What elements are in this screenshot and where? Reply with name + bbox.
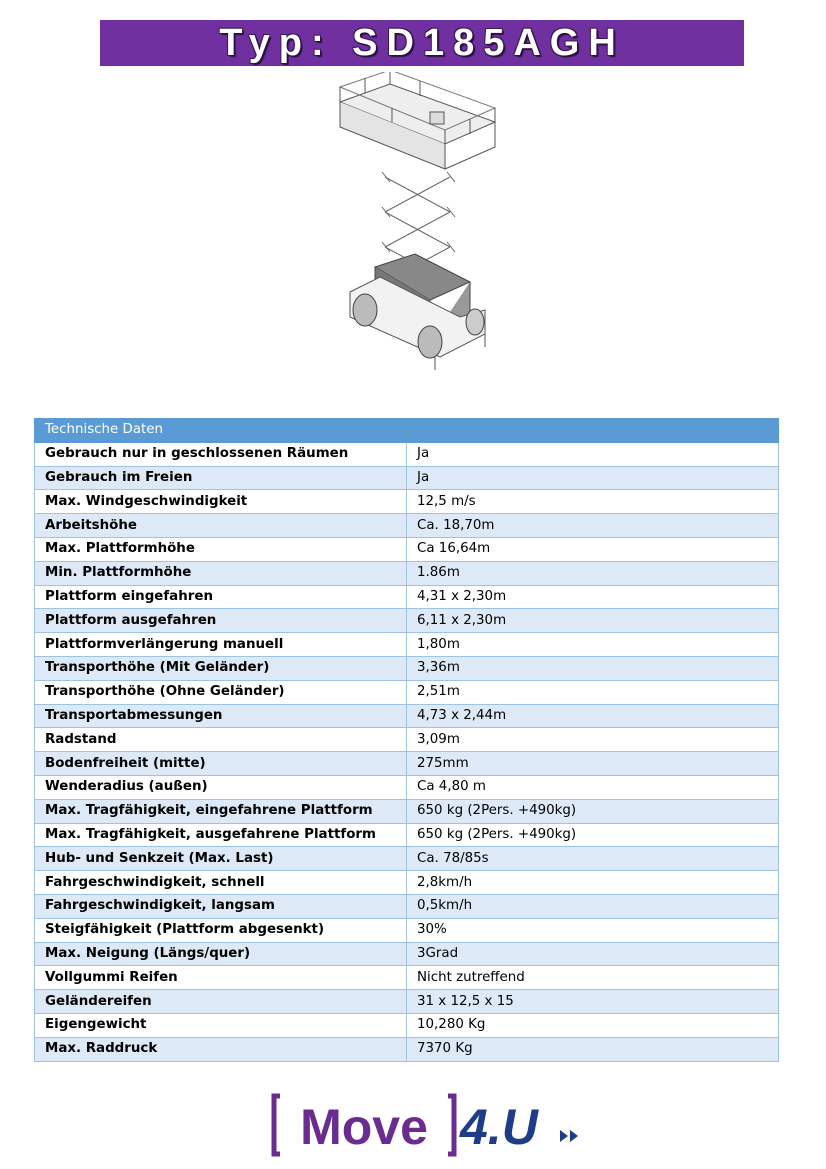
table-row — [35, 823, 779, 847]
spec-value: Nicht zutreffend — [407, 966, 779, 990]
spec-value: 10,280 Kg — [407, 1013, 779, 1037]
table-row — [35, 537, 779, 561]
spec-label: Max. Neigung (Längs/quer) — [35, 942, 407, 966]
spec-value: 3,36m — [407, 656, 779, 680]
spec-value: 6,11 x 2,30m — [407, 609, 779, 633]
spec-label: Plattformverlängerung manuell — [35, 633, 407, 657]
spec-value: 12,5 m/s — [407, 490, 779, 514]
spec-value: 3,09m — [407, 728, 779, 752]
spec-label: Eigengewicht — [35, 1013, 407, 1037]
spec-label: Fahrgeschwindigkeit, schnell — [35, 871, 407, 895]
table-row — [35, 466, 779, 490]
spec-value: 4,31 x 2,30m — [407, 585, 779, 609]
spec-value: 4,73 x 2,44m — [407, 704, 779, 728]
spec-value: Ca 4,80 m — [407, 775, 779, 799]
spec-value: 3Grad — [407, 942, 779, 966]
spec-label: Fahrgeschwindigkeit, langsam — [35, 894, 407, 918]
table-header-value — [407, 419, 779, 443]
spec-value: 31 x 12,5 x 15 — [407, 990, 779, 1014]
spec-value: Ca. 18,70m — [407, 514, 779, 538]
table-row — [35, 894, 779, 918]
spec-value: 2,51m — [407, 680, 779, 704]
chassis — [350, 254, 485, 370]
spec-value: 30% — [407, 918, 779, 942]
spec-value: 0,5km/h — [407, 894, 779, 918]
spec-value: 650 kg (2Pers. +490kg) — [407, 823, 779, 847]
spec-value: 1.86m — [407, 561, 779, 585]
spec-label: Gebrauch im Freien — [35, 466, 407, 490]
spec-value: 650 kg (2Pers. +490kg) — [407, 799, 779, 823]
page-title: Typ: SD185AGH — [219, 21, 625, 64]
spec-value: 7370 Kg — [407, 1037, 779, 1061]
table-row — [35, 490, 779, 514]
scissor-lift-drawing — [320, 72, 520, 372]
spec-value: Ja — [407, 442, 779, 466]
table-row — [35, 1013, 779, 1037]
move4u-logo — [270, 1090, 590, 1160]
table-row — [35, 847, 779, 871]
table-row — [35, 633, 779, 657]
technical-data-table — [34, 418, 779, 1062]
table-row — [35, 942, 779, 966]
spec-label: Transportabmessungen — [35, 704, 407, 728]
table-row — [35, 442, 779, 466]
spec-label: Arbeitshöhe — [35, 514, 407, 538]
spec-label: Max. Raddruck — [35, 1037, 407, 1061]
logo-text-move: Move — [300, 1099, 428, 1155]
platform-rail — [340, 72, 495, 169]
table-row — [35, 966, 779, 990]
spec-label: Hub- und Senkzeit (Max. Last) — [35, 847, 407, 871]
table-row — [35, 775, 779, 799]
spec-label: Geländereifen — [35, 990, 407, 1014]
table-header-label: Technische Daten — [35, 419, 407, 443]
spec-label: Max. Tragfähigkeit, eingefahrene Plattform — [35, 799, 407, 823]
spec-label: Max. Plattformhöhe — [35, 537, 407, 561]
spec-label: Plattform eingefahren — [35, 585, 407, 609]
table-header-row — [35, 419, 779, 443]
spec-label: Radstand — [35, 728, 407, 752]
table-row — [35, 990, 779, 1014]
spec-value: Ca 16,64m — [407, 537, 779, 561]
spec-label: Transporthöhe (Mit Geländer) — [35, 656, 407, 680]
spec-label: Transporthöhe (Ohne Geländer) — [35, 680, 407, 704]
table-row — [35, 918, 779, 942]
spec-label: Vollgummi Reifen — [35, 966, 407, 990]
title-banner — [100, 20, 744, 66]
spec-label: Wenderadius (außen) — [35, 775, 407, 799]
table-row — [35, 609, 779, 633]
spec-value: Ja — [407, 466, 779, 490]
table-row — [35, 585, 779, 609]
spec-value: 1,80m — [407, 633, 779, 657]
spec-value: 2,8km/h — [407, 871, 779, 895]
logo-text-4u: 4.U — [460, 1099, 538, 1155]
table-row — [35, 799, 779, 823]
spec-label: Max. Tragfähigkeit, ausgefahrene Plattform — [35, 823, 407, 847]
logo-arrows-icon — [560, 1130, 578, 1142]
spec-value: Ca. 78/85s — [407, 847, 779, 871]
spec-label: Plattform ausgefahren — [35, 609, 407, 633]
table-row — [35, 561, 779, 585]
spec-label: Gebrauch nur in geschlossenen Räumen — [35, 442, 407, 466]
spec-value: 275mm — [407, 752, 779, 776]
table-row — [35, 656, 779, 680]
table-row — [35, 728, 779, 752]
table-row — [35, 680, 779, 704]
table-row — [35, 1037, 779, 1061]
spec-label: Bodenfreiheit (mitte) — [35, 752, 407, 776]
table-row — [35, 514, 779, 538]
spec-label: Min. Plattformhöhe — [35, 561, 407, 585]
spec-label: Max. Windgeschwindigkeit — [35, 490, 407, 514]
spec-label: Steigfähigkeit (Plattform abgesenkt) — [35, 918, 407, 942]
table-body — [35, 442, 779, 1061]
table-row — [35, 752, 779, 776]
table-row — [35, 704, 779, 728]
table-row — [35, 871, 779, 895]
